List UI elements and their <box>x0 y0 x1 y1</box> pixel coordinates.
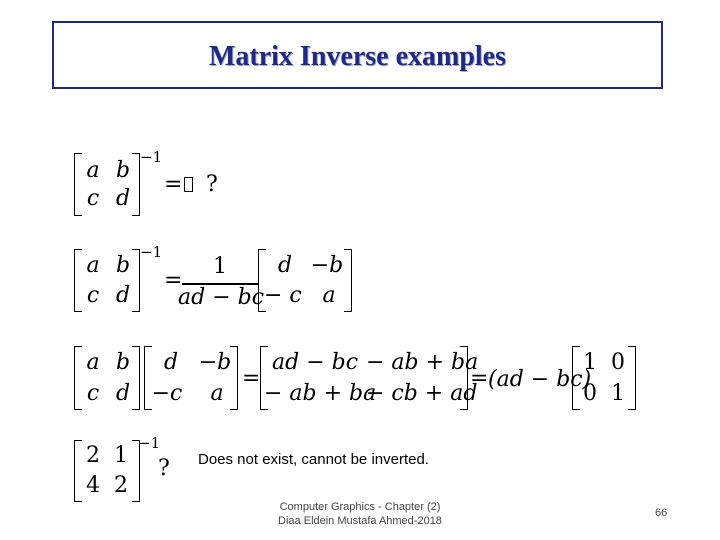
matrix-cell: −b <box>198 350 232 375</box>
matrix-cell: c <box>86 381 100 406</box>
matrix-cell: 4 <box>86 473 100 498</box>
matrix-cell: − c <box>264 283 302 308</box>
matrix-cell: 2 <box>86 443 100 468</box>
matrix-cell: − ab + ba <box>366 350 479 375</box>
slide-title: Matrix Inverse examples <box>208 41 507 72</box>
matrix-cell: a <box>86 253 100 278</box>
left-bracket <box>74 153 82 216</box>
matrix-cell: a <box>322 283 336 308</box>
equals-sign: = <box>164 172 183 197</box>
matrix-cell: b <box>115 253 131 278</box>
matrix-cell: 0 <box>611 350 625 375</box>
identity-matrix <box>572 346 636 410</box>
footer-line-1: Computer Graphics - Chapter (2) <box>279 501 441 513</box>
slide-footer <box>250 500 470 528</box>
matrix-cell: 0 <box>583 381 597 406</box>
matrix-cell: − ab + ba <box>264 381 377 406</box>
equals-sign: = <box>164 268 183 293</box>
matrix-abcd-2 <box>74 249 140 312</box>
numeric-matrix <box>74 440 140 502</box>
equals-sign: = <box>470 366 489 391</box>
matrix-cell: c <box>86 186 100 211</box>
fraction-denominator: ad − bc <box>178 285 265 310</box>
inverse-exponent: −1 <box>138 434 161 452</box>
matrix-abcd-3 <box>74 346 140 410</box>
matrix-cell: d <box>277 253 293 278</box>
equals-sign: = <box>242 366 261 391</box>
matrix-cell: d <box>115 381 131 406</box>
matrix-cell: 1 <box>611 381 625 406</box>
matrix-cell: d <box>163 350 179 375</box>
footer-line-2: Diaa Eldein Mustafa Ahmed-2018 <box>278 515 442 527</box>
title-box <box>52 21 663 89</box>
adjugate-matrix <box>144 346 238 410</box>
matrix-cell: d <box>115 186 131 211</box>
matrix-cell: ad − bc <box>272 350 359 375</box>
matrix-cell: 1 <box>583 350 597 375</box>
scalar-factor: (ad − bc) <box>488 367 592 392</box>
matrix-cell: b <box>115 350 131 375</box>
matrix-cell: a <box>86 158 100 183</box>
left-bracket <box>74 440 82 502</box>
matrix-cell: c <box>86 283 100 308</box>
matrix-cell: a <box>210 381 224 406</box>
inverse-exponent: −1 <box>140 243 163 261</box>
fraction-numerator: 1 <box>213 254 227 279</box>
product-matrix <box>260 346 479 410</box>
left-bracket <box>74 346 82 410</box>
page-number: 66 <box>655 507 668 519</box>
adjugate-matrix <box>258 249 352 312</box>
placeholder-box-icon <box>184 177 193 192</box>
matrix-cell: 1 <box>114 443 128 468</box>
matrix-cell: d <box>115 283 131 308</box>
question-mark: ? <box>158 456 170 481</box>
matrix-cell: b <box>115 158 131 183</box>
matrix-abcd-1 <box>74 153 140 216</box>
matrix-cell: 2 <box>114 473 128 498</box>
left-bracket <box>74 249 82 312</box>
left-bracket <box>572 346 580 410</box>
right-bracket <box>344 249 352 312</box>
inverse-exponent: −1 <box>140 148 163 166</box>
note-text: Does not exist, cannot be inverted. <box>198 451 429 468</box>
question-mark: ? <box>206 172 218 197</box>
matrix-cell: a <box>86 350 100 375</box>
right-bracket <box>628 346 636 410</box>
matrix-cell: − cb + ad <box>366 381 478 406</box>
matrix-cell: −b <box>310 253 344 278</box>
matrix-cell: −c <box>151 381 183 406</box>
